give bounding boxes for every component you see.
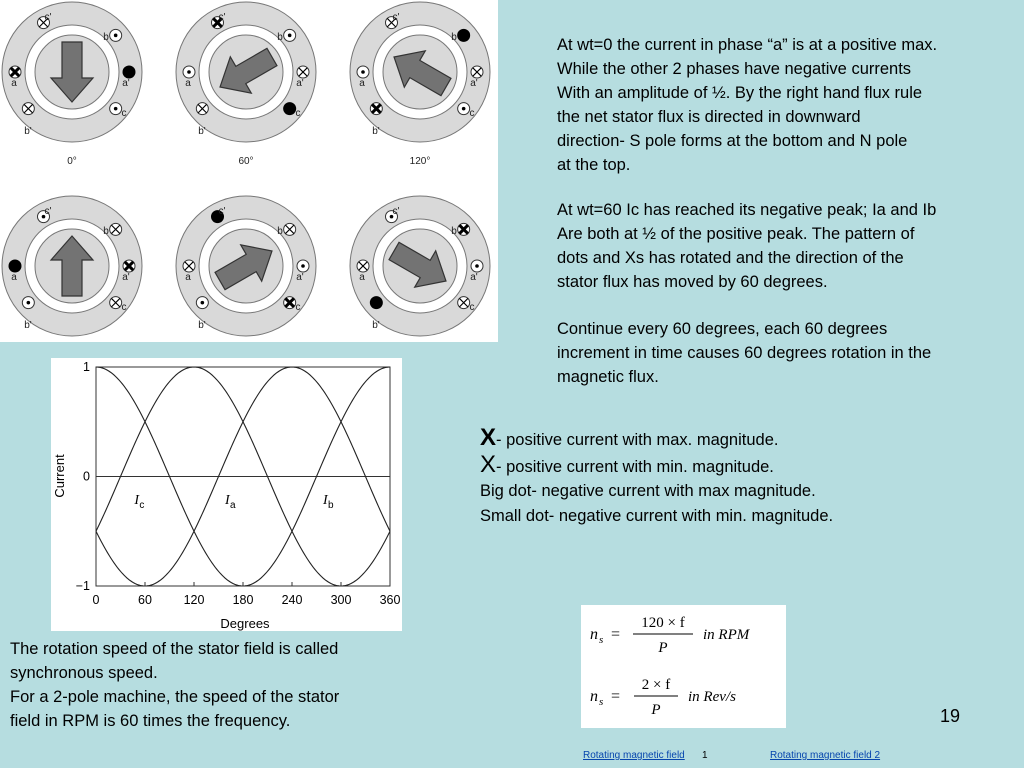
winding-label: b'	[24, 320, 32, 331]
winding-label: c	[469, 108, 475, 119]
winding-label: c'	[392, 206, 400, 217]
winding-label: a'	[122, 78, 130, 89]
paragraph-wt60	[557, 198, 1017, 294]
winding-label: b	[451, 32, 457, 43]
winding-label: b'	[372, 126, 380, 137]
big-x-slot	[458, 223, 470, 235]
x-axis-title: Degrees	[220, 616, 270, 631]
big-x-slot	[284, 297, 296, 309]
small-x-slot	[196, 103, 208, 115]
three-phase-current-chart	[51, 358, 402, 631]
big-x-symbol: X	[480, 424, 497, 451]
winding-label: c	[295, 108, 301, 119]
formula-equals: =	[611, 626, 621, 643]
winding-label: c'	[44, 12, 52, 23]
formula-denominator: P	[651, 702, 661, 718]
small-dot-slot	[458, 103, 470, 115]
stator-flux-diagrams	[0, 0, 498, 342]
formula-lhs: n	[590, 626, 598, 643]
motor-cross-section	[350, 2, 490, 167]
formula-numerator: 120 × f	[641, 615, 685, 631]
link-number: 1	[702, 750, 708, 761]
formula-numerator: 2 × f	[641, 677, 671, 693]
x-tick-label: 240	[281, 593, 303, 607]
winding-label: a'	[470, 272, 478, 283]
winding-label: c	[295, 302, 301, 313]
text-line: Are both at ½ of the positive peak. The pattern of	[557, 225, 915, 243]
y-tick-label: 1	[83, 360, 90, 374]
winding-label: b	[103, 226, 109, 237]
winding-label: a'	[122, 272, 130, 283]
small-dot-slot	[471, 260, 483, 272]
motor-cross-section	[176, 196, 316, 336]
series-label-sub: a	[230, 499, 236, 511]
paragraph-wt0	[557, 33, 1017, 177]
winding-label: b'	[198, 126, 206, 137]
text-line: field in RPM is 60 times the frequency.	[10, 712, 291, 730]
winding-label: b	[451, 226, 457, 237]
legend-small-x	[480, 450, 833, 480]
series-label-ia: I	[225, 492, 230, 508]
synchronous-speed-text	[10, 637, 339, 733]
small-dot-slot	[196, 297, 208, 309]
small-dot-slot	[357, 66, 369, 78]
text-line: At wt=60 Ic has reached its negative peak; Ia and Ib	[557, 201, 937, 219]
winding-label: a'	[296, 272, 304, 283]
winding-label: c	[121, 108, 127, 119]
motor-diagram-panel	[0, 0, 498, 342]
angle-label: 60°	[238, 156, 254, 167]
angle-label: 120°	[409, 156, 431, 167]
motor-cross-section	[350, 196, 490, 336]
small-x-slot	[110, 223, 122, 235]
synchronous-speed-formula	[581, 605, 786, 728]
formula-denominator: P	[658, 640, 668, 656]
symbol-legend	[480, 426, 833, 528]
series-label-sub: c	[139, 499, 145, 511]
big-x-slot	[9, 66, 21, 78]
small-x-slot	[458, 297, 470, 309]
angle-label: 0°	[67, 156, 77, 167]
winding-label: a'	[470, 78, 478, 89]
text-line: At wt=0 the current in phase “a” is at a positive max.	[557, 36, 938, 54]
winding-label: b'	[24, 126, 32, 137]
winding-label: c	[469, 302, 475, 313]
small-x-slot	[110, 297, 122, 309]
rotating-magnetic-field-link-2[interactable]: Rotating magnetic field 2	[770, 750, 881, 761]
big-dot-slot	[123, 66, 136, 79]
formula-unit: in RPM	[703, 627, 750, 643]
small-x-slot	[357, 260, 369, 272]
big-x-slot	[370, 103, 382, 115]
y-tick-label: 0	[83, 469, 90, 484]
text-line: stator flux has moved by 60 degrees.	[557, 273, 828, 291]
series-label-ic: I	[134, 492, 140, 508]
text-line: With an amplitude of ½. By the right hand flux rule	[557, 84, 923, 102]
page-number: 19	[940, 706, 961, 726]
small-dot-slot	[22, 297, 34, 309]
x-tick-label: 300	[330, 593, 352, 607]
y-axis-title: Current	[52, 454, 67, 498]
winding-label: a	[11, 272, 17, 283]
series-label-sub: b	[328, 499, 334, 511]
small-dot-slot	[297, 260, 309, 272]
winding-label: a	[185, 272, 191, 283]
winding-label: b	[277, 226, 283, 237]
formula-lhs: n	[590, 688, 598, 705]
text-line: increment in time causes 60 degrees rotation in the	[557, 344, 932, 362]
legend-big-dot: Big dot- negative current with max magnitude.	[480, 482, 816, 500]
winding-label: b'	[372, 320, 380, 331]
text-line: dots and Xs has rotated and the direction of the	[557, 249, 904, 267]
legend-text: - positive current with min. magnitude.	[496, 457, 774, 476]
big-dot-slot	[283, 102, 296, 115]
big-dot-slot	[9, 260, 22, 273]
x-tick-label: 120	[183, 593, 205, 607]
small-x-slot	[471, 66, 483, 78]
winding-label: a'	[296, 78, 304, 89]
winding-label: b	[277, 32, 283, 43]
small-dot-slot	[110, 29, 122, 41]
small-dot-slot	[110, 103, 122, 115]
legend-small-dot: Small dot- negative current with min. magnitude.	[480, 506, 834, 525]
paragraph-continue	[557, 317, 1017, 389]
series-label-ib: I	[323, 492, 328, 508]
formula-revs	[590, 677, 736, 718]
small-x-slot	[183, 260, 195, 272]
big-dot-slot	[457, 29, 470, 42]
text-line: direction- S pole forms at the bottom and N pole	[557, 132, 908, 150]
motor-cross-section	[176, 2, 316, 167]
big-dot-slot	[370, 296, 383, 309]
small-x-slot	[297, 66, 309, 78]
small-x-slot	[22, 103, 34, 115]
x-tick-label: 180	[232, 593, 254, 607]
legend-big-x	[480, 426, 833, 453]
formula-lhs-sub: s	[599, 634, 604, 646]
winding-label: a	[359, 272, 365, 283]
winding-label: a	[185, 78, 191, 89]
text-line: the net stator flux is directed in downward	[557, 108, 861, 126]
legend-text: - positive current with max. magnitude.	[496, 431, 779, 449]
winding-label: c'	[392, 12, 400, 23]
winding-label: a	[359, 78, 365, 89]
big-x-slot	[123, 260, 135, 272]
text-line: The rotation speed of the stator field is called	[10, 640, 339, 658]
x-tick-label: 60	[138, 593, 152, 607]
small-x-symbol: X	[480, 450, 497, 478]
winding-label: a	[11, 78, 17, 89]
winding-label: c'	[218, 206, 226, 217]
y-tick-label: −1	[75, 579, 90, 593]
text-line: magnetic flux.	[557, 368, 659, 386]
text-line: at the top.	[557, 156, 631, 174]
rotating-magnetic-field-link-1[interactable]: Rotating magnetic field	[583, 750, 685, 761]
x-tick-label: 0	[92, 593, 100, 607]
formula-svg	[581, 605, 786, 728]
text-line: For a 2-pole machine, the speed of the stator	[10, 688, 340, 706]
formula-rpm	[590, 615, 751, 656]
x-tick-label: 360	[379, 593, 401, 607]
small-dot-slot	[183, 66, 195, 78]
winding-label: c'	[218, 12, 226, 23]
small-x-slot	[284, 223, 296, 235]
text-line: synchronous speed.	[10, 664, 158, 682]
small-dot-slot	[284, 29, 296, 41]
winding-label: c	[121, 302, 127, 313]
motor-cross-section	[2, 2, 142, 167]
text-line: While the other 2 phases have negative currents	[557, 60, 912, 78]
text-line: Continue every 60 degrees, each 60 degrees	[557, 320, 888, 338]
formula-lhs-sub: s	[599, 696, 604, 708]
winding-label: b'	[198, 320, 206, 331]
formula-unit: in Rev/s	[688, 689, 736, 705]
winding-label: b	[103, 32, 109, 43]
formula-equals: =	[611, 688, 621, 705]
motor-cross-section	[2, 196, 142, 336]
current-chart-svg	[51, 358, 402, 631]
winding-label: c'	[44, 206, 52, 217]
